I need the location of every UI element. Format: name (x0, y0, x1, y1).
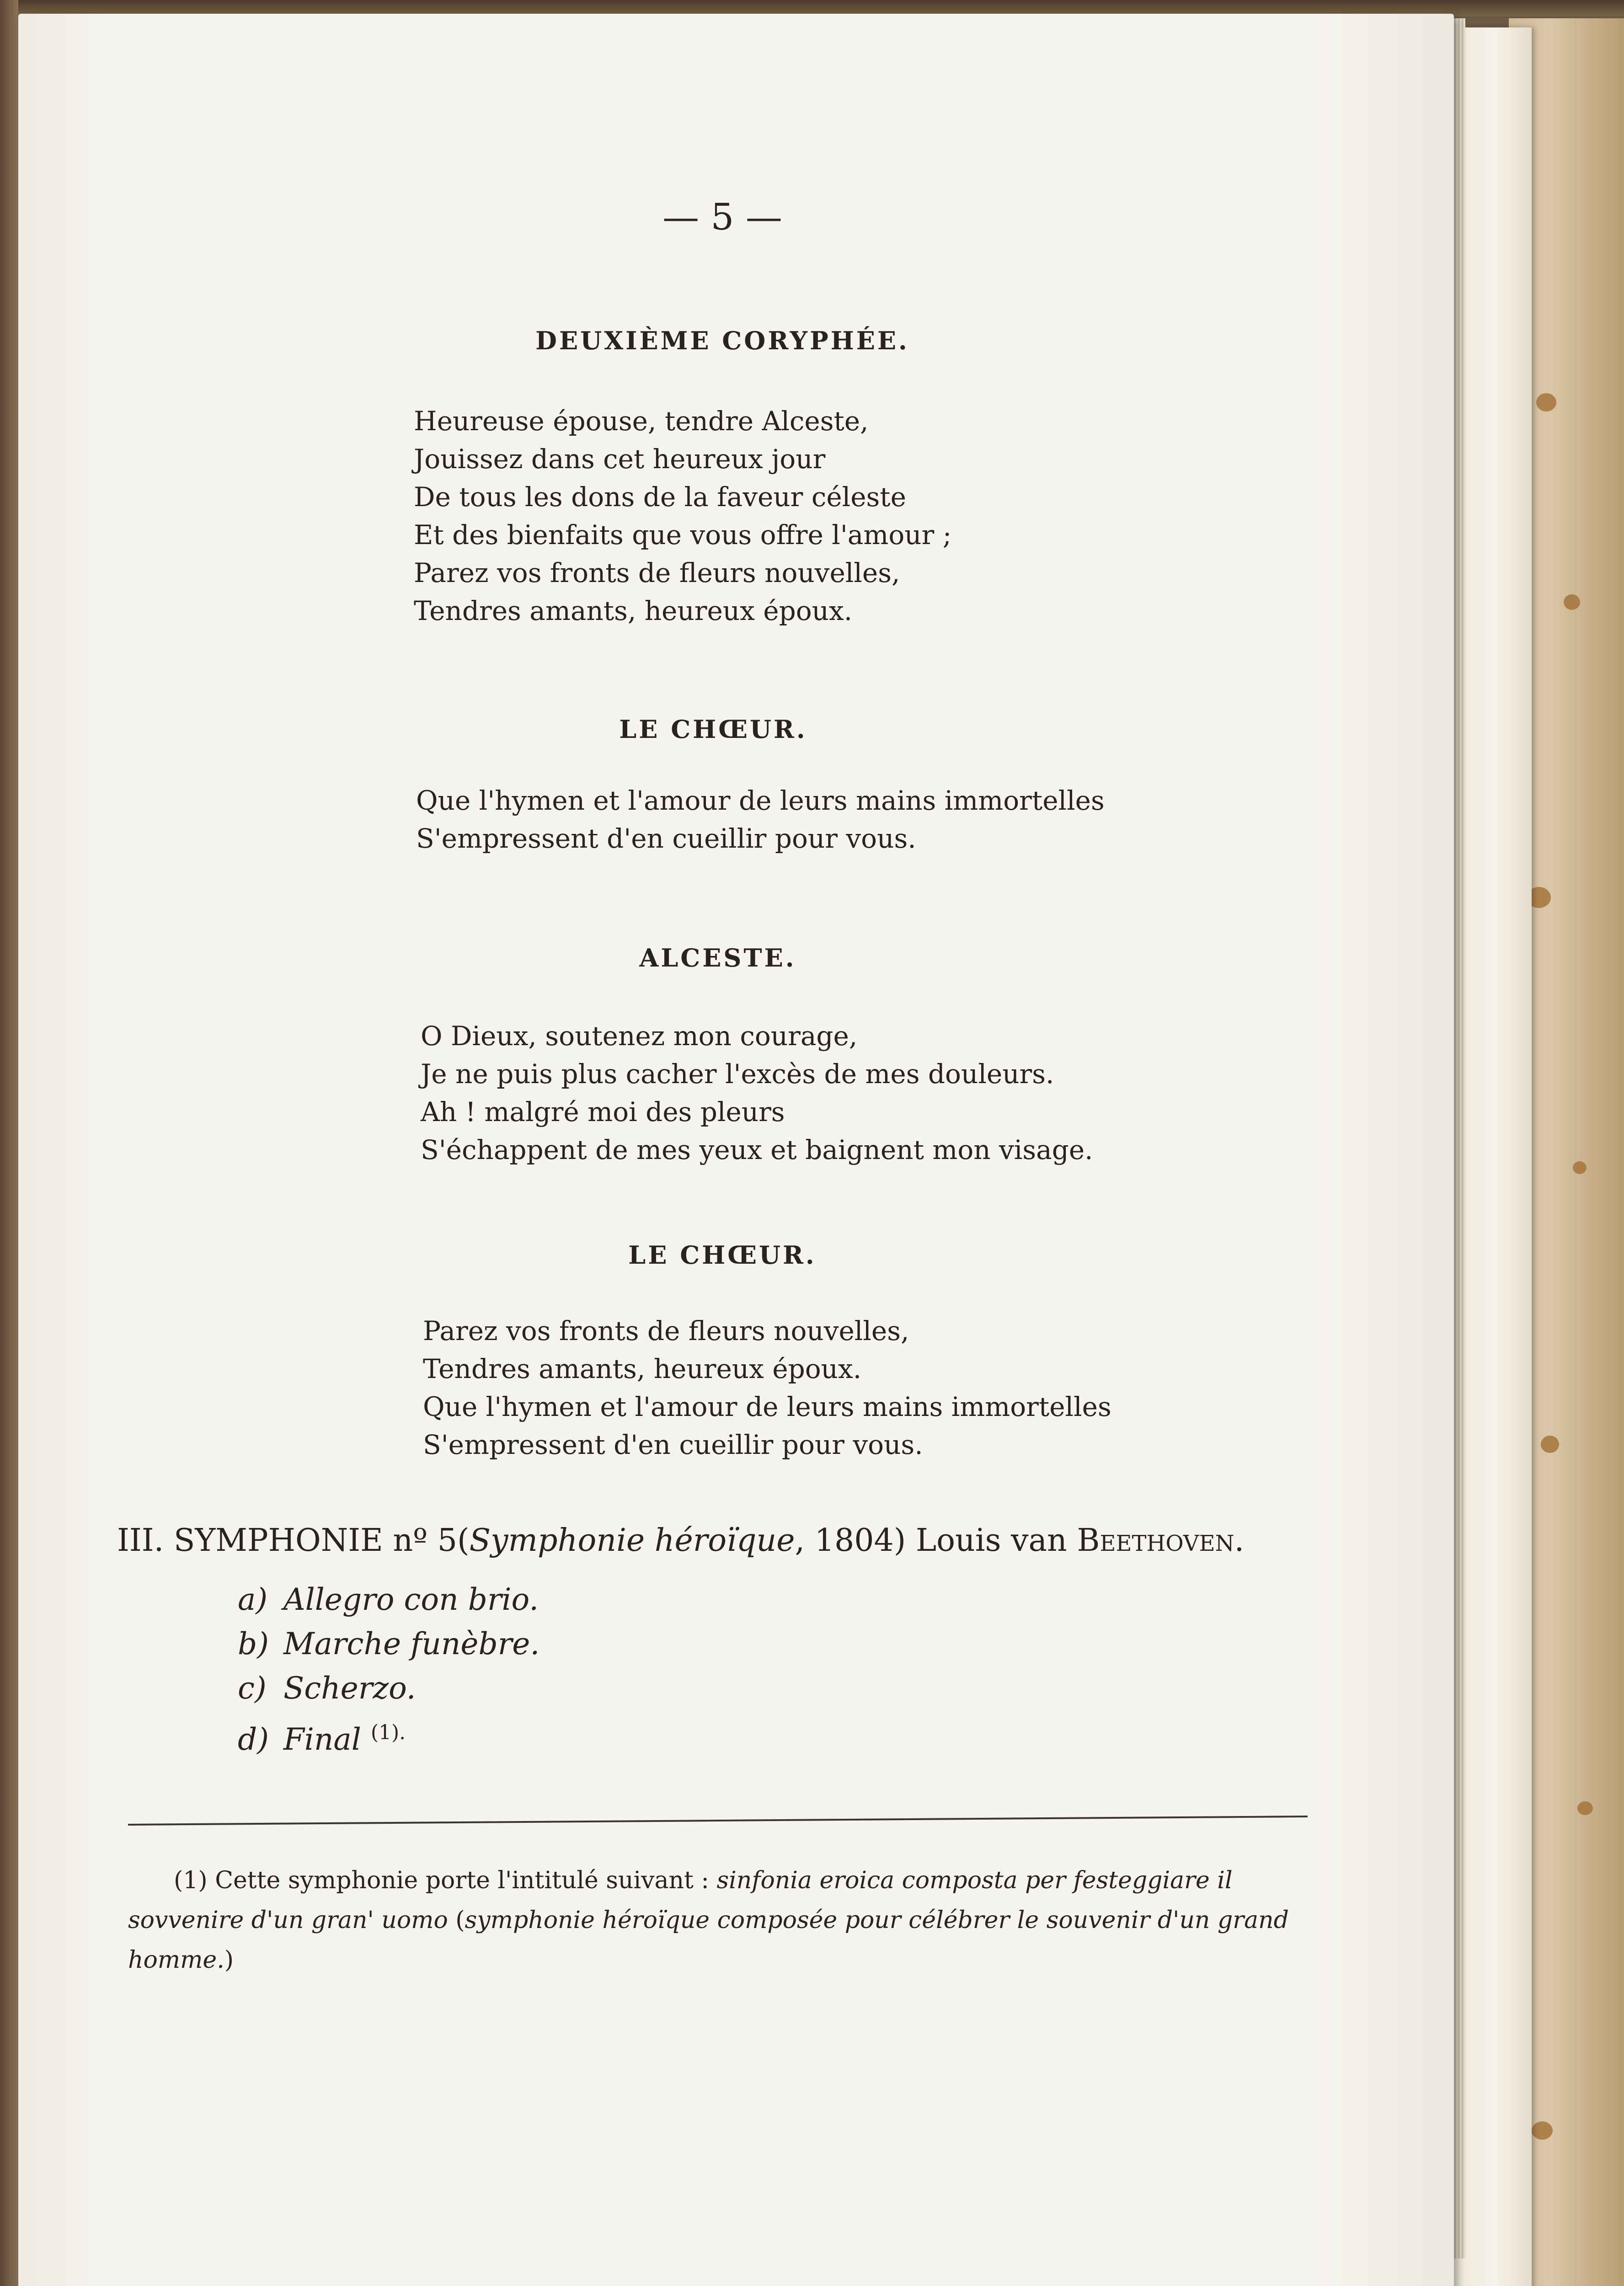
speaker-heading: ALCESTE. (639, 943, 796, 972)
program-subtitle: Symphonie héroïque (469, 1522, 795, 1559)
program-numeral: III. (117, 1522, 164, 1559)
footnote-italian-title: sinfonia eroica composta per festeggiare il sovvenire d'un gran' uomo (128, 1867, 1233, 1934)
verse-line: Jouissez dans cet heureux jour (414, 443, 826, 475)
verse-line: Que l'hymen et l'amour de leurs mains immortelles (416, 785, 1105, 816)
foxing-spot (1573, 1161, 1587, 1174)
movement-letter: c) (238, 1671, 267, 1706)
verse-block (414, 402, 951, 630)
verse-line: S'échappent de mes yeux et baignent mon visage. (421, 1134, 1093, 1165)
movement-title: Allegro con brio. (283, 1582, 539, 1617)
foxing-spot (1541, 1436, 1559, 1453)
movement-letter: a) (238, 1582, 268, 1617)
book-page (18, 14, 1454, 2286)
foxing-spot (1536, 393, 1556, 411)
footnote-paren-open: ( (455, 1907, 465, 1934)
program-entry (117, 1518, 1306, 1564)
footnote-reference: (1). (370, 1721, 406, 1744)
movement-item (238, 1666, 540, 1710)
program-year: , 1804) (795, 1522, 906, 1559)
next-page-edge (1454, 27, 1532, 2286)
composer-prefix: Louis van (915, 1522, 1067, 1559)
verse-line: Tendres amants, heureux époux. (414, 595, 853, 626)
verse-line: Tendres amants, heureux époux. (423, 1353, 862, 1384)
verse-line: Parez vos fronts de fleurs nouvelles, (414, 557, 900, 588)
movement-title: Final (283, 1722, 361, 1757)
verse-line: Ah ! malgré moi des pleurs (421, 1096, 785, 1127)
program-title: SYMPHONIE nº 5 (173, 1522, 457, 1559)
movement-item (238, 1622, 540, 1666)
verse-line: O Dieux, soutenez mon courage, (421, 1020, 858, 1052)
movement-letter: d) (238, 1722, 269, 1757)
page-number: — 5 — (662, 196, 782, 238)
verse-line: Parez vos fronts de fleurs nouvelles, (423, 1315, 909, 1346)
verse-block (416, 782, 1105, 858)
movement-item (238, 1577, 540, 1622)
movement-item (238, 1710, 540, 1762)
program-paren-open: ( (457, 1522, 470, 1559)
verse-line: Heureuse épouse, tendre Alceste, (414, 406, 869, 437)
footnote (128, 1861, 1308, 1980)
foxing-spot (1577, 1801, 1593, 1815)
footnote-intro: Cette symphonie porte l'intitulé suivant : (215, 1867, 709, 1894)
speaker-heading: DEUXIÈME CORYPHÉE. (535, 326, 909, 355)
movement-letter: b) (238, 1626, 269, 1661)
speaker-heading: LE CHŒUR. (628, 1240, 817, 1270)
verse-block (421, 1017, 1093, 1169)
movement-title: Scherzo. (283, 1671, 416, 1706)
verse-line: Que l'hymen et l'amour de leurs mains immortelles (423, 1391, 1111, 1422)
movement-title: Marche funèbre. (283, 1626, 540, 1661)
verse-line: Je ne puis plus cacher l'excès de mes douleurs. (421, 1058, 1054, 1090)
verse-line: S'empressent d'en cueillir pour vous. (416, 823, 916, 854)
book-left-edge (0, 0, 18, 2286)
foxing-spot (1532, 2121, 1553, 2140)
verse-line: Et des bienfaits que vous offre l'amour ; (414, 519, 952, 550)
foxing-spot (1564, 594, 1580, 610)
composer-name: Beethoven. (1077, 1522, 1245, 1559)
speaker-heading: LE CHŒUR. (619, 715, 807, 744)
footnote-french-title: symphonie héroïque composée pour célébrer le souvenir d'un grand homme. (128, 1907, 1289, 1974)
verse-block (423, 1312, 1111, 1464)
movement-list (238, 1577, 540, 1762)
footnote-marker: (1) (174, 1867, 208, 1894)
verse-line: De tous les dons de la faveur céleste (414, 481, 906, 513)
footnote-paren-close: ) (224, 1946, 234, 1974)
footnote-separator-rule (128, 1816, 1308, 1826)
verse-line: S'empressent d'en cueillir pour vous. (423, 1429, 923, 1460)
